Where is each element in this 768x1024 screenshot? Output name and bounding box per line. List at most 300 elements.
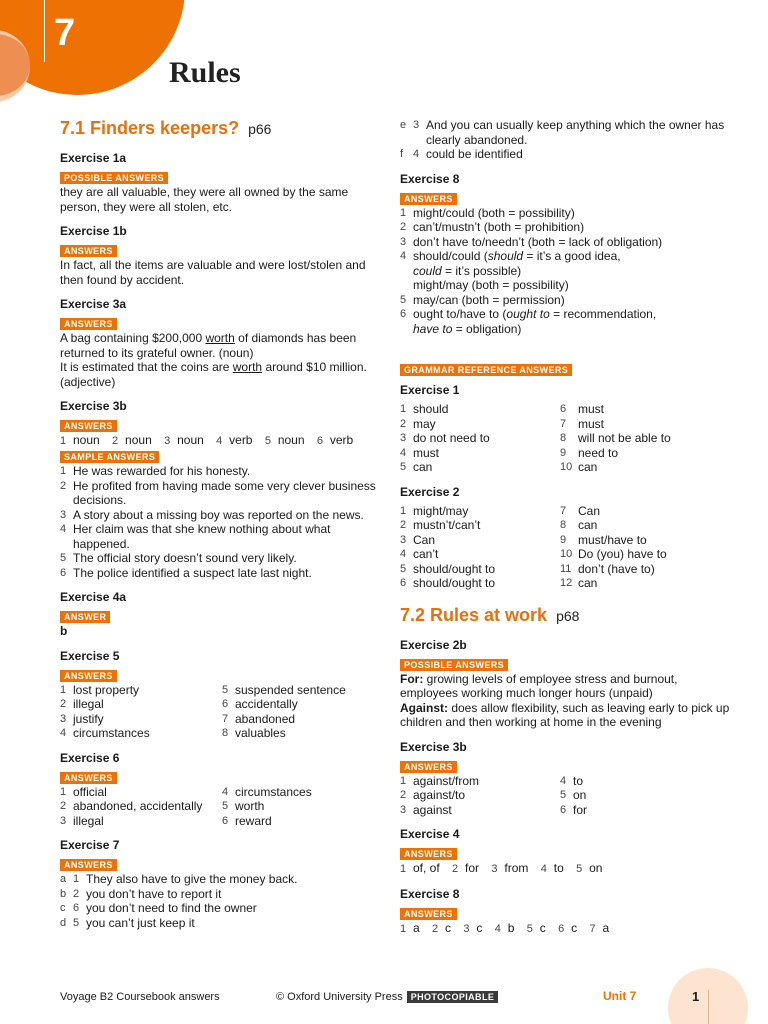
item-number: 5 [264,435,271,447]
grammar-reference-badge: GRAMMAR REFERENCE ANSWERS [400,364,572,376]
answer-text [400,701,730,730]
list-item [400,774,560,789]
item-text: must [578,416,605,431]
item-number: 4 [60,523,67,535]
list-item [560,402,730,417]
item-number: 2 [60,698,67,710]
answers-left [400,504,560,591]
item-number: 5 [400,293,407,306]
item-number: 2 [112,435,119,447]
item-number: 3 [164,435,171,447]
answer-text [60,360,380,389]
continuation-line: might/may (both = possibility) [413,278,569,292]
item-letter: d [60,916,67,929]
list-item [60,566,380,581]
text-part: = it’s possible) [441,263,522,278]
item-text: reward [235,813,272,828]
answer-item [265,433,305,447]
item-number: 2 [432,923,439,935]
list-item [400,518,560,533]
item-number: 7 [589,923,596,935]
answers-left [400,402,560,475]
list-item [400,446,560,461]
list-item [60,522,380,551]
answer-item [164,433,204,447]
item-text: noun [125,433,152,447]
item-text: abandoned, accidentally [73,799,203,813]
item-number: 1 [400,403,407,415]
list-item [60,799,218,814]
exercise-4a [60,590,380,639]
item-number: 1 [60,683,67,696]
item-text: might/may [413,503,469,518]
item-number: 9 [560,446,567,459]
answer-text-part: A bag containing $200,000 [60,331,206,345]
item-text: justify [73,711,104,726]
item-number: 6 [560,803,567,816]
item-text: on [573,788,587,802]
item-text: of, of [413,861,440,875]
answer-text: In fact, all the items are valuable and were lost/stolen and then found by accident. [60,258,366,287]
section-heading-7-1 [60,118,380,139]
answers-left [60,785,218,829]
item-number: 1 [73,873,80,885]
answers-badge: POSSIBLE ANSWERS [400,659,508,671]
exercise-title: Exercise 1a [60,151,127,165]
left-column [60,118,380,940]
item-text: do not need to [413,431,490,445]
list-item [400,293,730,308]
list-item [60,508,380,523]
item-text: c [539,921,546,935]
item-number: 3 [400,533,407,546]
list-item [400,249,730,264]
list-item [400,803,560,818]
list-item [400,402,560,417]
item-text: noun [177,433,204,447]
item-text: may [413,416,436,431]
exercise-title: Exercise 1b [60,224,127,238]
item-number: 6 [400,308,407,320]
item-letter: b [60,887,67,900]
list-item [560,460,730,475]
answer-item [541,861,564,875]
exercise-title: Exercise 4 [400,827,460,841]
list-item [60,814,218,829]
page-number: 1 [692,989,700,1004]
item-text: against/to [413,788,466,802]
text-part: = it’s a good idea, [523,249,621,263]
list-item [60,916,380,931]
item-text: will not be able to [578,431,671,445]
item-text: can [578,518,598,532]
item-text: verb [329,433,354,447]
continuation-line [400,322,730,337]
list-item [222,683,380,698]
list-item [400,417,560,432]
answers-badge: ANSWERS [400,193,457,205]
item-text: lost property [73,682,140,697]
item-number: 6 [316,435,323,447]
item-text: should [413,402,449,416]
item-number: 4 [216,435,223,447]
unit-circle-decoration [0,0,185,95]
list-item [400,147,730,162]
list-item [560,431,730,446]
item-text: official [73,784,107,799]
item-number: 2 [60,800,67,812]
item-text: must [578,402,605,416]
list-item [60,785,218,800]
item-number: 11 [560,562,572,575]
answers-badge: ANSWERS [60,420,117,432]
list-item [60,479,380,508]
exercise-title: Exercise 3b [60,399,127,413]
list-item [400,547,560,562]
item-number: 1 [60,785,67,798]
item-number: 1 [60,435,67,447]
item-text: from [504,861,529,875]
answer-item [576,861,602,875]
exercise-title: Exercise 6 [60,750,120,765]
list-item [60,712,218,727]
list-item [222,697,380,712]
list-item [222,799,380,814]
item-number: 3 [463,923,470,935]
list-item [560,417,730,432]
text-part: = recommendation, [549,307,657,321]
answers-badge: ANSWERS [60,318,117,330]
exercise-3b-work [400,740,730,818]
item-text: Do (you) have to [578,547,667,561]
copyright-text: © Oxford University Press [276,991,403,1003]
item-number: 7 [560,417,567,430]
text-part: should/could ( [413,249,488,263]
item-number: 6 [400,577,407,589]
item-text: noun [277,433,305,447]
exercise-2b [400,638,730,730]
answer-item [432,921,451,935]
list-item [400,206,730,221]
item-number: 3 [491,863,498,875]
list-item [400,431,560,446]
item-number: 6 [560,403,567,415]
item-number: 5 [576,863,583,875]
answer-item [216,433,252,447]
answer-item [589,921,609,935]
item-text: circumstances [235,784,312,799]
exercise-7-continued [400,118,730,162]
item-number: 3 [400,235,407,248]
item-number: 2 [400,519,407,531]
item-number: 2 [400,221,407,233]
item-text [413,249,730,264]
page-reference: p68 [556,607,580,624]
item-text: mustn’t/can’t [413,518,481,532]
grammar-exercise-2 [400,485,730,591]
list-item [60,901,380,916]
item-text: against [413,802,452,817]
list-item [400,576,560,591]
item-number: 2 [452,863,459,875]
item-number: 2 [400,417,407,430]
two-column-answers [60,683,380,741]
item-letter: a [60,873,67,885]
exercise-6 [60,751,380,829]
list-item [60,551,380,566]
item-text: to [573,773,584,788]
item-text: And you can usually keep anything which the owner has clearly abandoned. [426,118,725,147]
item-text: you can’t just keep it [86,915,195,930]
item-number: 2 [400,789,407,801]
list-item [60,464,380,479]
item-text: may/can (both = permission) [413,292,565,307]
exercise-3b [60,399,380,580]
answers-right [222,683,380,741]
two-column-answers [400,504,730,591]
sample-answers-badge: SAMPLE ANSWERS [60,451,159,463]
item-number: 5 [222,683,229,696]
exercise-4-work [400,827,730,877]
item-number: 5 [60,552,67,564]
item-number: 4 [540,863,547,875]
item-text: c [571,921,578,935]
item-text: you don’t have to report it [86,886,222,901]
list-item [560,562,730,577]
answer-badge: ANSWER [60,611,110,623]
item-letter: e [400,119,407,131]
answers-badge: ANSWERS [400,908,457,920]
list-item [60,872,380,887]
item-number: 8 [560,519,567,531]
inline-answers [60,433,380,449]
item-text [413,307,730,322]
list-item [560,774,730,789]
item-text: must [413,445,440,460]
answers-badge: ANSWERS [60,859,117,871]
item-text: He was rewarded for his honesty. [73,464,251,478]
inline-answers [400,921,730,937]
text-part: ought to/have to ( [413,307,507,321]
item-number: 6 [558,923,565,935]
item-number: 10 [560,461,573,473]
item-text: illegal [73,697,104,711]
item-text: should/ought to [413,561,496,576]
item-text: Can [413,532,436,547]
italic-word: have to [413,321,453,336]
text-part: = obligation) [452,321,522,336]
right-column [400,118,730,947]
item-text: can [413,460,433,474]
list-item [222,712,380,727]
list-item [400,788,560,803]
item-number: 5 [526,923,533,935]
item-number: 5 [400,461,407,473]
item-number: 5 [222,800,229,812]
list-item [560,518,730,533]
list-item [400,220,730,235]
list-item [400,460,560,475]
answer-item [495,921,515,935]
list-item [400,118,730,147]
item-number: 3 [60,712,67,725]
item-number: 4 [494,923,501,935]
item-number: 3 [400,432,407,444]
answer-text: b [60,624,68,638]
photocopiable-badge: PHOTOCOPIABLE [407,991,499,1003]
answers-left [60,683,218,741]
page-title: Rules [169,56,241,89]
item-text: worth [235,799,265,813]
item-text: on [589,861,603,875]
item-text: Can [578,503,601,518]
item-number: 4 [60,727,67,739]
exercise-title: Exercise 8 [400,887,460,901]
answer-text [60,331,380,360]
item-text: to [553,861,564,875]
inline-answers [400,861,730,877]
italic-word: ought to [506,307,550,321]
list-item [560,803,730,818]
list-item [560,533,730,548]
item-number: 6 [60,566,67,579]
item-number: 1 [400,923,407,935]
item-text: can [578,576,598,590]
item-text: suspended sentence [235,682,346,697]
exercise-1b [60,224,380,287]
answers-badge: ANSWERS [60,245,117,257]
continuation-line [400,264,730,279]
answers-badge: ANSWERS [60,772,117,784]
list-item [560,504,730,519]
italic-word: could [413,263,442,278]
item-number: 6 [222,814,229,827]
item-number: 9 [560,533,567,546]
list-item [400,533,560,548]
item-number: 4 [400,446,407,459]
item-text: can’t/mustn’t (both = prohibition) [413,220,585,234]
exercise-title: Exercise 5 [60,648,120,663]
answers-right [222,785,380,829]
item-text: you don’t need to find the owner [86,901,257,915]
answer-item [60,433,100,447]
item-text: need to [578,445,619,460]
list-item [60,726,218,741]
exercise-title: Exercise 7 [60,838,120,852]
item-number: 3 [60,508,67,521]
exercise-3a [60,297,380,389]
item-text: b [507,921,515,935]
footer-book-title: Voyage B2 Coursebook answers [60,991,220,1003]
item-number: 5 [560,789,567,801]
item-number: 10 [560,548,573,560]
item-number: 5 [400,562,407,575]
answer-text-part: It is estimated that the coins are [60,360,233,374]
item-text: valuables [235,726,286,740]
item-number: 1 [400,863,407,875]
against-text: does allow flexibility, such as leaving early to pick up children and then working at home in the evening [400,700,730,729]
list-item [400,504,560,519]
item-text: a [413,921,420,935]
italic-word: should [487,249,524,263]
item-number: 2 [73,887,80,900]
item-text: They also have to give the money back. [86,872,298,886]
grammar-exercise-1 [400,383,730,475]
answer-item [527,921,546,935]
unit-number: 7 [54,12,76,54]
item-letter: c [60,902,66,914]
two-column-answers [60,785,380,829]
answer-item [463,921,482,935]
answers-right [560,402,730,475]
section-heading-text: 7.1 Finders keepers? [60,118,240,138]
item-number: 8 [560,432,567,444]
answer-item [452,861,479,875]
item-text: He profited from having made some very clever business decisions. [73,478,376,507]
exercise-8 [400,172,730,337]
unit-divider [44,0,45,62]
item-number: 4 [560,774,567,787]
item-number: 4 [222,785,229,798]
list-item [560,576,730,591]
item-text: don’t have to/needn’t (both = lack of obligation) [413,234,663,249]
item-text: verb [229,433,253,447]
list-item [60,887,380,902]
item-text: A story about a missing boy was reported on the news. [73,507,364,522]
answer-item [491,861,528,875]
item-letter: f [400,148,404,160]
answers-badge: ANSWERS [400,761,457,773]
exercise-8-work [400,887,730,937]
list-item [222,785,380,800]
item-text: illegal [73,813,104,828]
answers-right [560,774,730,818]
item-number: 12 [560,577,573,589]
item-text: noun [73,433,100,447]
answers-badge: ANSWERS [400,848,457,860]
exercise-title: Exercise 4a [60,590,127,604]
item-number: 6 [73,902,80,914]
item-number: 6 [222,698,229,710]
answer-text: they are all valuable, they were all owned by the same person, they were all stolen, etc. [60,185,349,214]
item-text: The police identified a suspect late last night. [73,565,312,580]
exercise-title: Exercise 8 [400,171,460,186]
item-number: 2 [60,479,67,492]
answer-item [400,861,440,875]
item-text: for [573,802,588,817]
item-number: 5 [73,916,80,929]
answers-badge: POSSIBLE ANSWERS [60,172,168,184]
list-item [400,235,730,250]
underlined-word: worth [232,360,263,374]
answer-item [558,921,577,935]
item-number: 1 [60,465,67,477]
item-number: 7 [560,504,567,517]
answers-badge: ANSWERS [60,670,117,682]
answer-text [400,672,730,701]
item-text: should/ought to [413,576,496,590]
exercise-title: Exercise 1 [400,383,460,397]
exercise-title: Exercise 2b [400,637,467,652]
answer-item [112,433,152,447]
section-heading-7-2 [400,605,730,626]
item-number: 4 [413,148,420,160]
item-text: circumstances [73,726,150,740]
list-item [400,307,730,322]
answer-item [400,921,420,935]
item-number: 1 [400,504,407,517]
answer-item [317,433,353,447]
